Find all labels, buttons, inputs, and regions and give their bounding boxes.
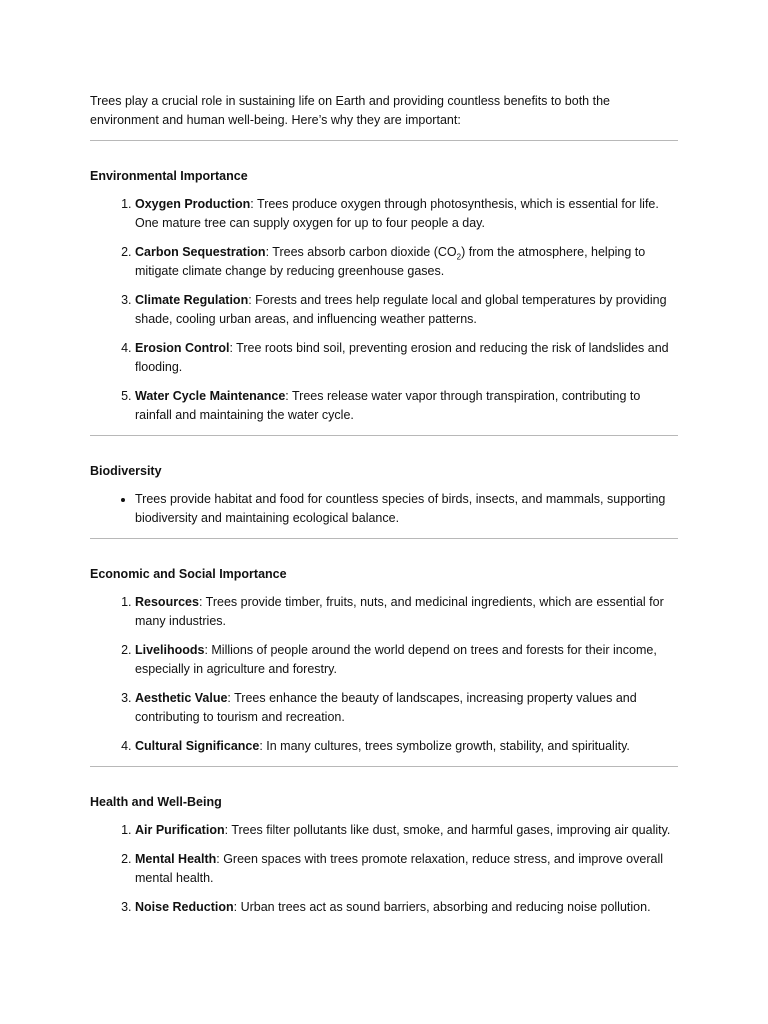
item-text: ) from the atmosphere, helping to mitigate climate change by reducing greenhouse gases.: [135, 245, 646, 278]
section-heading-economic-social: Economic and Social Importance: [90, 567, 287, 581]
list-item: [135, 387, 678, 425]
item-term: Water Cycle Maintenance: [135, 389, 286, 403]
list-item: [135, 641, 678, 679]
list-item: [135, 689, 678, 727]
list-item: [135, 821, 678, 840]
section-divider: [90, 435, 678, 436]
list-item: [135, 850, 678, 888]
biodiversity-list: [90, 490, 678, 528]
list-item: [135, 593, 678, 631]
health-list: [90, 821, 678, 917]
section-divider: [90, 538, 678, 539]
item-text: : Forests and trees help regulate local and global temperatures by providing shade, cooling urban areas, and influencing weather patterns.: [135, 293, 667, 326]
item-term: Erosion Control: [135, 341, 230, 355]
item-term: Resources: [135, 595, 199, 609]
list-item: [135, 243, 678, 281]
section-heading-environmental: Environmental Importance: [90, 169, 248, 183]
item-text: Trees provide habitat and food for countless species of birds, insects, and mammals, supporting biodiversity and maintaining ecological balance.: [135, 492, 666, 525]
item-text: : Tree roots bind soil, preventing erosion and reducing the risk of landslides and flooding.: [135, 341, 669, 374]
item-text: : Green spaces with trees promote relaxation, reduce stress, and improve overall mental health.: [135, 852, 664, 885]
item-term: Aesthetic Value: [135, 691, 228, 705]
list-item: [135, 291, 678, 329]
item-text: : In many cultures, trees symbolize growth, stability, and spirituality.: [259, 739, 630, 753]
list-item: [135, 339, 678, 377]
item-term: Oxygen Production: [135, 197, 251, 211]
item-term: Mental Health: [135, 852, 217, 866]
item-term: Carbon Sequestration: [135, 245, 266, 259]
item-term: Air Purification: [135, 823, 225, 837]
section-divider: [90, 140, 678, 141]
item-term: Noise Reduction: [135, 900, 234, 914]
item-text: : Trees filter pollutants like dust, smoke, and harmful gases, improving air quality.: [224, 823, 671, 837]
item-term: Climate Regulation: [135, 293, 249, 307]
item-text: : Trees absorb carbon dioxide (CO: [265, 245, 457, 259]
list-item: [135, 737, 678, 756]
item-text: : Trees release water vapor through transpiration, contributing to rainfall and maintaining the water cycle.: [135, 389, 641, 422]
list-item: [135, 195, 678, 233]
economic-social-list: [90, 593, 678, 756]
item-text: : Trees provide timber, fruits, nuts, and medicinal ingredients, which are essential for many industries.: [135, 595, 664, 628]
item-text: : Trees enhance the beauty of landscapes, increasing property values and contributing to tourism and recreation.: [135, 691, 637, 724]
section-heading-health: Health and Well-Being: [90, 795, 222, 809]
intro-paragraph: Trees play a crucial role in sustaining life on Earth and providing countless benefits to both the environment and human well-being. Here’s why they are important:: [90, 94, 610, 127]
section-heading-biodiversity: Biodiversity: [90, 464, 162, 478]
section-divider: [90, 766, 678, 767]
item-text: : Trees produce oxygen through photosynthesis, which is essential for life. One mature tree can supply oxygen for up to four people a day.: [135, 197, 659, 230]
item-subscript: 2: [456, 252, 462, 262]
item-term: Cultural Significance: [135, 739, 260, 753]
item-text: : Urban trees act as sound barriers, absorbing and reducing noise pollution.: [233, 900, 651, 914]
item-term: Livelihoods: [135, 643, 205, 657]
environmental-list: [90, 195, 678, 425]
list-item: [135, 898, 678, 917]
item-text: : Millions of people around the world depend on trees and forests for their income, especially in agriculture and forestry.: [135, 643, 657, 676]
list-item: [135, 490, 678, 528]
